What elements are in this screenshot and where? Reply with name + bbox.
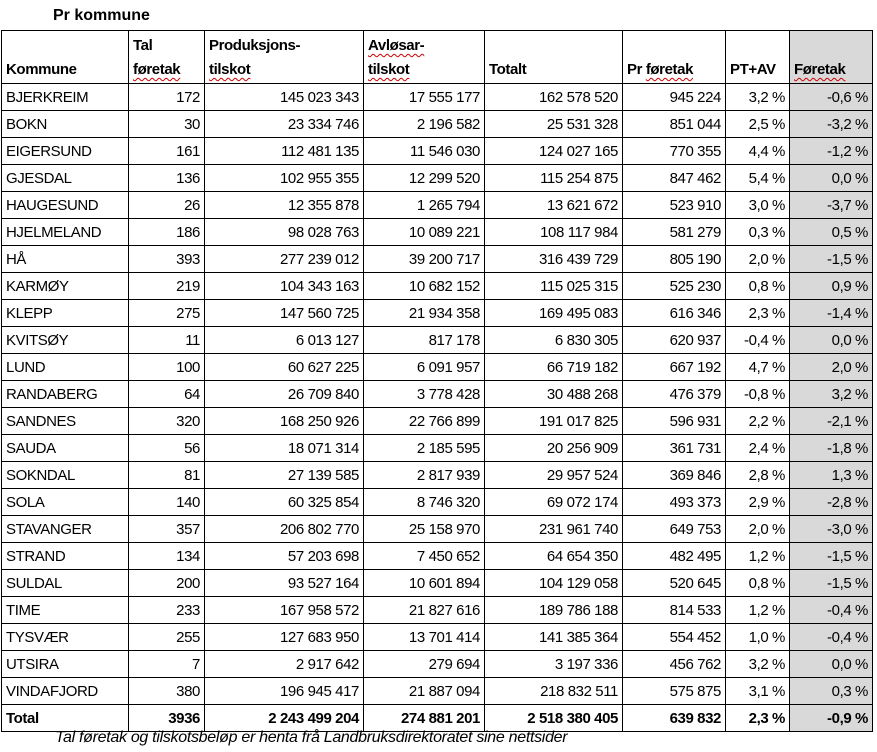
value-cell: 3,2 % xyxy=(790,381,873,408)
value-cell: 482 495 xyxy=(623,543,726,570)
value-cell: 275 xyxy=(129,300,205,327)
value-cell: 2,2 % xyxy=(726,408,790,435)
value-cell: 581 279 xyxy=(623,219,726,246)
value-cell: 770 355 xyxy=(623,138,726,165)
value-cell: 2,5 % xyxy=(726,111,790,138)
value-cell: 4,4 % xyxy=(726,138,790,165)
kommune-cell: LUND xyxy=(2,354,129,381)
value-cell: 161 xyxy=(129,138,205,165)
value-cell: 3,1 % xyxy=(726,678,790,705)
table-row xyxy=(2,84,873,111)
value-cell: 134 xyxy=(129,543,205,570)
value-cell: 6 830 305 xyxy=(485,327,623,354)
value-cell: 115 254 875 xyxy=(485,165,623,192)
value-cell: 124 027 165 xyxy=(485,138,623,165)
value-cell: 2,3 % xyxy=(726,300,790,327)
value-cell: 196 945 417 xyxy=(205,678,364,705)
value-cell: -0,4 % xyxy=(790,597,873,624)
value-cell: 191 017 825 xyxy=(485,408,623,435)
header-row xyxy=(2,31,873,84)
value-cell: 2 196 582 xyxy=(364,111,485,138)
value-cell: 30 488 268 xyxy=(485,381,623,408)
value-cell: 575 875 xyxy=(623,678,726,705)
source-note: Tal føretak og tilskotsbeløp er henta frå Landbruksdirektoratet sine nettsider xyxy=(55,729,568,746)
value-cell: 2,9 % xyxy=(726,489,790,516)
kommune-cell: TIME xyxy=(2,597,129,624)
value-cell: 10 682 152 xyxy=(364,273,485,300)
value-cell: 23 334 746 xyxy=(205,111,364,138)
value-cell: 145 023 343 xyxy=(205,84,364,111)
table-row xyxy=(2,192,873,219)
column-header-line2: Pr føretak xyxy=(627,61,694,78)
value-cell: 6 013 127 xyxy=(205,327,364,354)
value-cell: 2,8 % xyxy=(726,462,790,489)
value-cell: 168 250 926 xyxy=(205,408,364,435)
value-cell: 3,2 % xyxy=(726,651,790,678)
kommune-cell: SAUDA xyxy=(2,435,129,462)
value-cell: 456 762 xyxy=(623,651,726,678)
value-cell: 616 346 xyxy=(623,300,726,327)
table-row xyxy=(2,111,873,138)
column-header-line2: tilskot xyxy=(209,61,251,78)
table-row xyxy=(2,543,873,570)
value-cell: 98 028 763 xyxy=(205,219,364,246)
value-cell: 7 450 652 xyxy=(364,543,485,570)
value-cell: 186 xyxy=(129,219,205,246)
value-cell: 1 265 794 xyxy=(364,192,485,219)
kommune-cell: TYSVÆR xyxy=(2,624,129,651)
value-cell: 493 373 xyxy=(623,489,726,516)
value-cell: 10 089 221 xyxy=(364,219,485,246)
value-cell: 0,3 % xyxy=(726,219,790,246)
kommune-cell: EIGERSUND xyxy=(2,138,129,165)
value-cell: 393 xyxy=(129,246,205,273)
kommune-cell: SULDAL xyxy=(2,570,129,597)
value-cell: 255 xyxy=(129,624,205,651)
table-row xyxy=(2,597,873,624)
value-cell: 3936 xyxy=(129,705,205,732)
value-cell: 316 439 729 xyxy=(485,246,623,273)
table-row xyxy=(2,246,873,273)
column-header-line1 xyxy=(489,34,618,58)
value-cell: 357 xyxy=(129,516,205,543)
column-header-line2: PT+AV xyxy=(730,61,776,78)
value-cell: 945 224 xyxy=(623,84,726,111)
column-header-line2: føretak xyxy=(133,61,181,78)
value-cell: 172 xyxy=(129,84,205,111)
value-cell: 0,3 % xyxy=(790,678,873,705)
value-cell: -2,1 % xyxy=(790,408,873,435)
value-cell: 219 xyxy=(129,273,205,300)
kommune-cell: HAUGESUND xyxy=(2,192,129,219)
column-header-line2: Kommune xyxy=(6,61,77,78)
value-cell: 2,3 % xyxy=(726,705,790,732)
kommune-cell: RANDABERG xyxy=(2,381,129,408)
value-cell: 127 683 950 xyxy=(205,624,364,651)
table-row xyxy=(2,354,873,381)
kommune-cell: UTSIRA xyxy=(2,651,129,678)
value-cell: 1,2 % xyxy=(726,597,790,624)
value-cell: 93 527 164 xyxy=(205,570,364,597)
value-cell: 140 xyxy=(129,489,205,516)
value-cell: 817 178 xyxy=(364,327,485,354)
value-cell: 26 xyxy=(129,192,205,219)
value-cell: -1,5 % xyxy=(790,570,873,597)
value-cell: -3,7 % xyxy=(790,192,873,219)
kommune-cell: Total xyxy=(2,705,129,732)
value-cell: 554 452 xyxy=(623,624,726,651)
value-cell: -0,9 % xyxy=(790,705,873,732)
value-cell: 320 xyxy=(129,408,205,435)
table-row xyxy=(2,462,873,489)
value-cell: 1,3 % xyxy=(790,462,873,489)
value-cell: 25 158 970 xyxy=(364,516,485,543)
column-header-line2: Føretak xyxy=(794,61,846,78)
value-cell: 667 192 xyxy=(623,354,726,381)
value-cell: 279 694 xyxy=(364,651,485,678)
value-cell: -1,5 % xyxy=(790,543,873,570)
value-cell: 231 961 740 xyxy=(485,516,623,543)
value-cell: 102 955 355 xyxy=(205,165,364,192)
table-row xyxy=(2,219,873,246)
value-cell: 2 817 939 xyxy=(364,462,485,489)
value-cell: 136 xyxy=(129,165,205,192)
value-cell: 206 802 770 xyxy=(205,516,364,543)
column-header xyxy=(205,31,364,84)
column-header-line1: Avløsar- xyxy=(368,37,425,54)
value-cell: 10 601 894 xyxy=(364,570,485,597)
kommune-cell: STRAND xyxy=(2,543,129,570)
value-cell: 115 025 315 xyxy=(485,273,623,300)
value-cell: 369 846 xyxy=(623,462,726,489)
value-cell: 64 xyxy=(129,381,205,408)
value-cell: -0,4 % xyxy=(790,624,873,651)
kommune-cell: HJELMELAND xyxy=(2,219,129,246)
value-cell: 7 xyxy=(129,651,205,678)
value-cell: -1,4 % xyxy=(790,300,873,327)
table-row xyxy=(2,570,873,597)
total-row xyxy=(2,705,873,732)
value-cell: 233 xyxy=(129,597,205,624)
table-row xyxy=(2,489,873,516)
value-cell: 189 786 188 xyxy=(485,597,623,624)
column-header-line2: Totalt xyxy=(489,61,527,78)
table-row xyxy=(2,273,873,300)
value-cell: 104 343 163 xyxy=(205,273,364,300)
value-cell: 2 243 499 204 xyxy=(205,705,364,732)
column-header-line2: tilskot xyxy=(368,61,410,78)
value-cell: 3,2 % xyxy=(726,84,790,111)
column-header xyxy=(485,31,623,84)
value-cell: 2,4 % xyxy=(726,435,790,462)
value-cell: 100 xyxy=(129,354,205,381)
table-row xyxy=(2,435,873,462)
value-cell: -1,8 % xyxy=(790,435,873,462)
value-cell: -0,4 % xyxy=(726,327,790,354)
value-cell: 147 560 725 xyxy=(205,300,364,327)
kommune-cell: HÅ xyxy=(2,246,129,273)
kommune-cell: SOKNDAL xyxy=(2,462,129,489)
value-cell: 0,8 % xyxy=(726,570,790,597)
value-cell: 12 355 878 xyxy=(205,192,364,219)
table-title: Pr kommune xyxy=(53,7,150,24)
kommune-cell: KLEPP xyxy=(2,300,129,327)
value-cell: 57 203 698 xyxy=(205,543,364,570)
value-cell: 3,0 % xyxy=(726,192,790,219)
value-cell: 847 462 xyxy=(623,165,726,192)
value-cell: 814 533 xyxy=(623,597,726,624)
value-cell: 649 753 xyxy=(623,516,726,543)
value-cell: -3,0 % xyxy=(790,516,873,543)
table-row xyxy=(2,624,873,651)
value-cell: 25 531 328 xyxy=(485,111,623,138)
table-row xyxy=(2,516,873,543)
table-row xyxy=(2,381,873,408)
value-cell: 3 197 336 xyxy=(485,651,623,678)
kommune-cell: SANDNES xyxy=(2,408,129,435)
column-header-line1: Tal xyxy=(133,37,153,54)
value-cell: 6 091 957 xyxy=(364,354,485,381)
value-cell: 8 746 320 xyxy=(364,489,485,516)
value-cell: 60 627 225 xyxy=(205,354,364,381)
value-cell: 639 832 xyxy=(623,705,726,732)
value-cell: 2 185 595 xyxy=(364,435,485,462)
value-cell: -0,6 % xyxy=(790,84,873,111)
value-cell: 104 129 058 xyxy=(485,570,623,597)
value-cell: 0,0 % xyxy=(790,651,873,678)
value-cell: 162 578 520 xyxy=(485,84,623,111)
kommune-cell: KARMØY xyxy=(2,273,129,300)
column-header-line1 xyxy=(794,34,868,58)
value-cell: 2 518 380 405 xyxy=(485,705,623,732)
value-cell: -3,2 % xyxy=(790,111,873,138)
column-header-line1 xyxy=(6,34,124,58)
column-header-line1: Produksjons- xyxy=(209,37,301,54)
value-cell: 27 139 585 xyxy=(205,462,364,489)
table-row xyxy=(2,165,873,192)
value-cell: -1,5 % xyxy=(790,246,873,273)
value-cell: 11 xyxy=(129,327,205,354)
kommune-cell: STAVANGER xyxy=(2,516,129,543)
kommune-table xyxy=(1,30,873,732)
table-row xyxy=(2,300,873,327)
value-cell: 60 325 854 xyxy=(205,489,364,516)
value-cell: 2,0 % xyxy=(726,246,790,273)
value-cell: 13 621 672 xyxy=(485,192,623,219)
table-row xyxy=(2,678,873,705)
value-cell: 277 239 012 xyxy=(205,246,364,273)
kommune-cell: KVITSØY xyxy=(2,327,129,354)
value-cell: 64 654 350 xyxy=(485,543,623,570)
value-cell: 1,2 % xyxy=(726,543,790,570)
kommune-cell: BOKN xyxy=(2,111,129,138)
kommune-cell: SOLA xyxy=(2,489,129,516)
value-cell: 167 958 572 xyxy=(205,597,364,624)
value-cell: 20 256 909 xyxy=(485,435,623,462)
value-cell: 21 887 094 xyxy=(364,678,485,705)
column-header-line1 xyxy=(730,34,785,58)
value-cell: 13 701 414 xyxy=(364,624,485,651)
value-cell: 108 117 984 xyxy=(485,219,623,246)
value-cell: 81 xyxy=(129,462,205,489)
value-cell: 218 832 511 xyxy=(485,678,623,705)
kommune-cell: GJESDAL xyxy=(2,165,129,192)
kommune-cell: BJERKREIM xyxy=(2,84,129,111)
value-cell: 69 072 174 xyxy=(485,489,623,516)
value-cell: -0,8 % xyxy=(726,381,790,408)
value-cell: 141 385 364 xyxy=(485,624,623,651)
value-cell: 1,0 % xyxy=(726,624,790,651)
value-cell: 2,0 % xyxy=(790,354,873,381)
value-cell: 18 071 314 xyxy=(205,435,364,462)
value-cell: 66 719 182 xyxy=(485,354,623,381)
value-cell: 200 xyxy=(129,570,205,597)
value-cell: 4,7 % xyxy=(726,354,790,381)
value-cell: 0,8 % xyxy=(726,273,790,300)
column-header xyxy=(129,31,205,84)
value-cell: 523 910 xyxy=(623,192,726,219)
value-cell: 17 555 177 xyxy=(364,84,485,111)
table-row xyxy=(2,651,873,678)
value-cell: 21 934 358 xyxy=(364,300,485,327)
value-cell: 5,4 % xyxy=(726,165,790,192)
value-cell: 361 731 xyxy=(623,435,726,462)
column-header xyxy=(726,31,790,84)
value-cell: 12 299 520 xyxy=(364,165,485,192)
value-cell: -1,2 % xyxy=(790,138,873,165)
value-cell: 620 937 xyxy=(623,327,726,354)
table-row xyxy=(2,138,873,165)
value-cell: 22 766 899 xyxy=(364,408,485,435)
value-cell: 0,9 % xyxy=(790,273,873,300)
value-cell: 26 709 840 xyxy=(205,381,364,408)
value-cell: 476 379 xyxy=(623,381,726,408)
value-cell: 30 xyxy=(129,111,205,138)
value-cell: 11 546 030 xyxy=(364,138,485,165)
value-cell: 29 957 524 xyxy=(485,462,623,489)
value-cell: 0,5 % xyxy=(790,219,873,246)
value-cell: 596 931 xyxy=(623,408,726,435)
table-row xyxy=(2,408,873,435)
column-header xyxy=(364,31,485,84)
value-cell: 39 200 717 xyxy=(364,246,485,273)
kommune-cell: VINDAFJORD xyxy=(2,678,129,705)
value-cell: 3 778 428 xyxy=(364,381,485,408)
value-cell: 525 230 xyxy=(623,273,726,300)
column-header-line1 xyxy=(627,34,721,58)
value-cell: 2,0 % xyxy=(726,516,790,543)
value-cell: 520 645 xyxy=(623,570,726,597)
value-cell: 2 917 642 xyxy=(205,651,364,678)
value-cell: 21 827 616 xyxy=(364,597,485,624)
value-cell: 851 044 xyxy=(623,111,726,138)
value-cell: 112 481 135 xyxy=(205,138,364,165)
value-cell: 0,0 % xyxy=(790,165,873,192)
value-cell: 0,0 % xyxy=(790,327,873,354)
table-row xyxy=(2,327,873,354)
value-cell: 274 881 201 xyxy=(364,705,485,732)
value-cell: 805 190 xyxy=(623,246,726,273)
column-header xyxy=(2,31,129,84)
value-cell: -2,8 % xyxy=(790,489,873,516)
value-cell: 169 495 083 xyxy=(485,300,623,327)
column-header xyxy=(790,31,873,84)
value-cell: 56 xyxy=(129,435,205,462)
column-header xyxy=(623,31,726,84)
value-cell: 380 xyxy=(129,678,205,705)
